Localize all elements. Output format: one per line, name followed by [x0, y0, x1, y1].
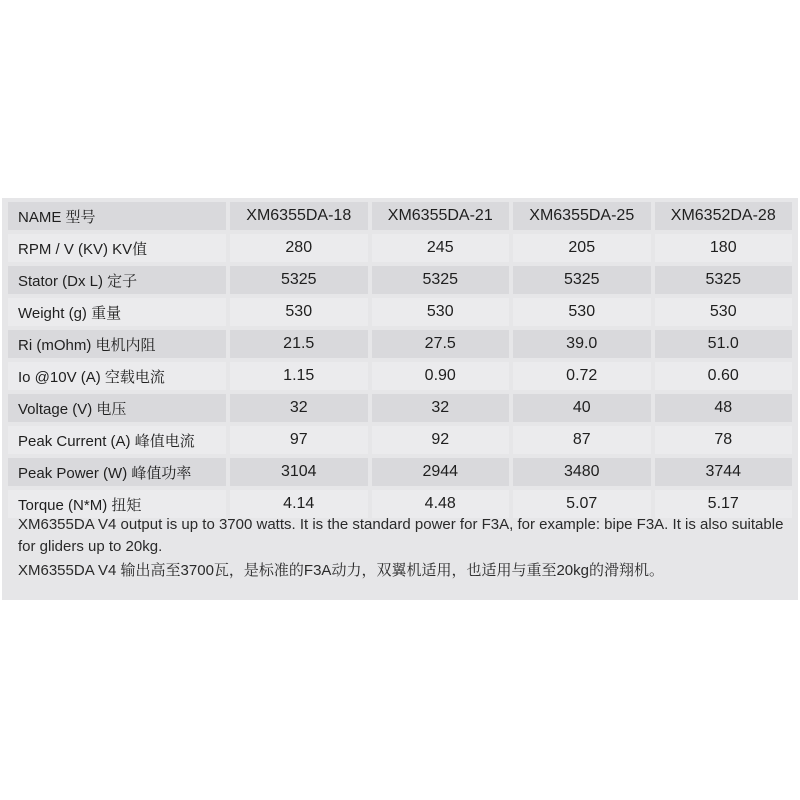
row-label: Peak Current (A) 峰值电流 — [8, 424, 226, 456]
model-name: XM6355DA-21 — [368, 200, 510, 232]
row-label: Voltage (V) 电压 — [8, 392, 226, 424]
cell-value: 0.72 — [509, 360, 651, 392]
model-name: XM6352DA-28 — [651, 200, 793, 232]
cell-value: 3104 — [226, 456, 368, 488]
cell-value: 5325 — [509, 264, 651, 296]
cell-value: 5.17 — [651, 488, 793, 520]
spec-table — [8, 200, 792, 520]
cell-value: 4.48 — [368, 488, 510, 520]
spec-panel — [2, 198, 798, 600]
cell-value: 32 — [226, 392, 368, 424]
row-label: Peak Power (W) 峰值功率 — [8, 456, 226, 488]
cell-value: 21.5 — [226, 328, 368, 360]
row-label: Ri (mOhm) 电机内阻 — [8, 328, 226, 360]
cell-value: 0.60 — [651, 360, 793, 392]
table-row-peak-power — [8, 456, 792, 488]
cell-value: 205 — [509, 232, 651, 264]
cell-value: 92 — [368, 424, 510, 456]
cell-value: 40 — [509, 392, 651, 424]
cell-value: 97 — [226, 424, 368, 456]
english-description: XM6355DA V4 output is up to 3700 watts. It is the standard power for F3A, for example: bipe F3A. It is also suitable for gliders up to 20kg. — [18, 516, 784, 555]
row-label: RPM / V (KV) KV值 — [8, 232, 226, 264]
cell-value: 78 — [651, 424, 793, 456]
table-row-peak-current — [8, 424, 792, 456]
table-row-kv — [8, 232, 792, 264]
table-row-stator — [8, 264, 792, 296]
table-row-noload-current — [8, 360, 792, 392]
cell-value: 5325 — [226, 264, 368, 296]
chinese-description: XM6355DA V4 输出高至3700瓦，是标准的F3A动力，双翼机适用，也适用与重至20kg的滑翔机。 — [18, 562, 664, 579]
cell-value: 2944 — [368, 456, 510, 488]
table-header-row — [8, 200, 792, 232]
cell-value: 3744 — [651, 456, 793, 488]
row-label: Weight (g) 重量 — [8, 296, 226, 328]
cell-value: 5.07 — [509, 488, 651, 520]
cell-value: 5325 — [651, 264, 793, 296]
header-label: NAME 型号 — [8, 200, 226, 232]
cell-value: 530 — [368, 296, 510, 328]
table-row-resistance — [8, 328, 792, 360]
cell-value: 39.0 — [509, 328, 651, 360]
table-row-voltage — [8, 392, 792, 424]
cell-value: 27.5 — [368, 328, 510, 360]
table-row-weight — [8, 296, 792, 328]
cell-value: 4.14 — [226, 488, 368, 520]
cell-value: 87 — [509, 424, 651, 456]
row-label: Torque (N*M) 扭矩 — [8, 488, 226, 520]
cell-value: 32 — [368, 392, 510, 424]
cell-value: 48 — [651, 392, 793, 424]
cell-value: 245 — [368, 232, 510, 264]
row-label: Io @10V (A) 空载电流 — [8, 360, 226, 392]
cell-value: 180 — [651, 232, 793, 264]
product-notes — [18, 514, 788, 582]
cell-value: 1.15 — [226, 360, 368, 392]
cell-value: 280 — [226, 232, 368, 264]
cell-value: 0.90 — [368, 360, 510, 392]
model-name: XM6355DA-25 — [509, 200, 651, 232]
cell-value: 3480 — [509, 456, 651, 488]
cell-value: 530 — [509, 296, 651, 328]
cell-value: 51.0 — [651, 328, 793, 360]
cell-value: 5325 — [368, 264, 510, 296]
row-label: Stator (Dx L) 定子 — [8, 264, 226, 296]
model-name: XM6355DA-18 — [226, 200, 368, 232]
cell-value: 530 — [651, 296, 793, 328]
cell-value: 530 — [226, 296, 368, 328]
